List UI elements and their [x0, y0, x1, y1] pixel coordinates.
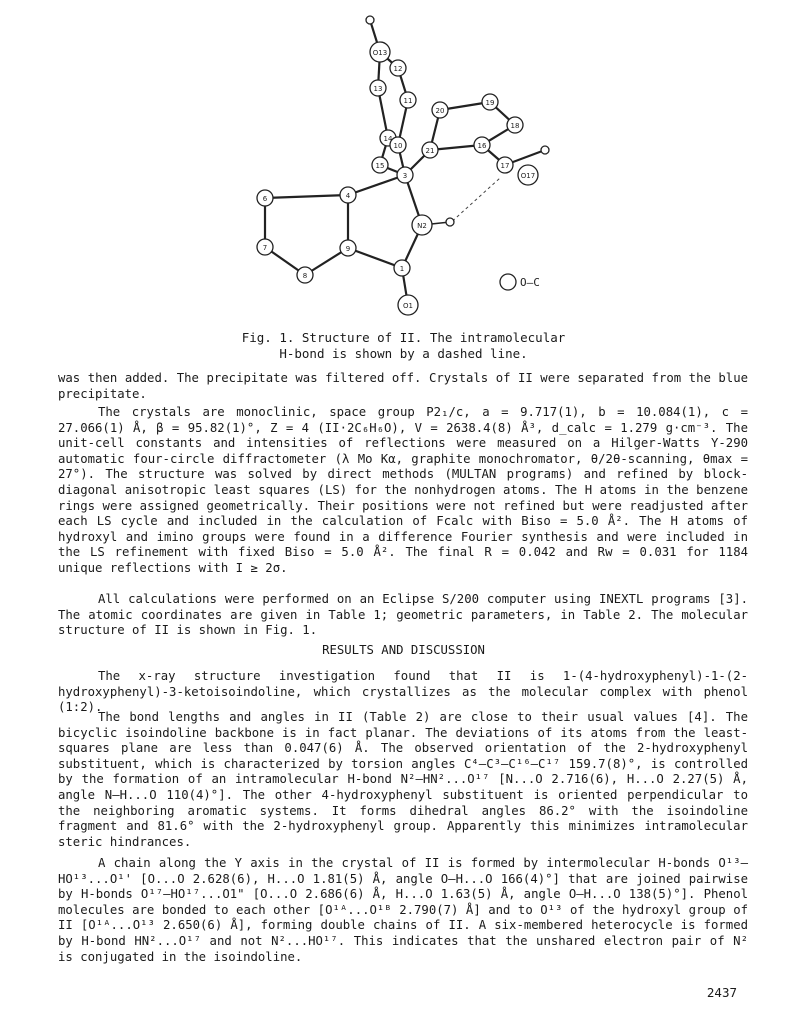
atom-o17: O17 — [520, 172, 536, 180]
atom-7: 7 — [262, 244, 268, 252]
atom-18: 18 — [510, 122, 520, 130]
atom-n2: N2 — [417, 222, 427, 230]
atom-6: 6 — [262, 195, 268, 203]
figure-caption-line-2: H-bond is shown by a dashed line. — [279, 346, 528, 361]
paragraph-0: was then added. The precipitate was filtered off. Crystals of II were separated from the blue precipitate. — [58, 371, 748, 401]
atom-1: 1 — [399, 265, 405, 273]
atom-10: 10 — [393, 142, 403, 150]
atom-15: 15 — [375, 162, 385, 170]
atom-9: 9 — [345, 245, 351, 253]
atom-19: 19 — [485, 99, 495, 107]
paragraph-4: The bond lengths and angles in II (Table 2) are close to their usual values [4]. The bicyclic isoindoline backbone is in fact planar. The deviations of its atoms from the least-squares plane are less than 0.047(6) Å. The observed orientation of the 2-hydroxyphenyl substituent, which is characterized by torsion angles C⁴–C³–C¹⁶–C¹⁷ 159.7(8)°, is controlled by the formation of an intramolecular H-bond N²–HN²...O¹⁷ [N...O 2.716(6), H...O 2.27(5) Å, angle N–H...O 110(4)°]. The other 4-hydroxyphenyl substituent is oriented perpendicular to the neighboring aromatic systems. It forms dihedral angles 86.2° with the isoindoline fragment and 81.6° with the 2-hydroxyphenyl group. Apparently this minimizes intramolecular steric hindrances. — [58, 710, 748, 849]
molecular-structure-figure — [230, 10, 590, 320]
atom-11: 11 — [403, 97, 413, 105]
atom-3: 3 — [402, 172, 408, 180]
paragraph-2: All calculations were performed on an Eclipse S/200 computer using INEXTL programs [3]. The atomic coordinates are given in Table 1; geometric parameters, in Table 2. The molecular structure of II is shown in Fig. 1. — [58, 592, 748, 638]
atom-4: 4 — [345, 192, 351, 200]
atom-17: 17 — [500, 162, 510, 170]
atom-14: 14 — [383, 135, 393, 143]
atom-20: 20 — [435, 107, 445, 115]
paragraph-5: A chain along the Y axis in the crystal of II is formed by intermolecular H-bonds O¹³–HO¹³...O¹' [O...O 2.628(6), H...O 1.81(5) Å, angle O–H...O 166(4)°] that are joined pairwise by H-bonds O¹⁷–HO¹⁷...O1" [O...O 2.686(6) Å, H...O 1.63(5) Å, angle O–H...O 138(5)°]. Phenol molecules are bonded to each other [O¹ᴬ...O¹ᴮ 2.790(7) Å] and to O¹³ of the hydroxyl group of II [O¹ᴬ...O¹³ 2.650(6) Å], forming double chains of II. A six-membered heterocycle is formed by H-bond HN²...O¹⁷ and not N²...HO¹⁷. This indicates that the unshared electron pair of N² is conjugated in the isoindoline. — [58, 856, 748, 964]
paragraph-3: The x-ray structure investigation found that II is 1-(4-hydroxyphenyl)-1-(2-hydroxyphenyl)-3-ketoisoindoline, which crystallizes as the molecular complex with phenol (1:2). — [58, 669, 748, 715]
atom-o1: O1 — [403, 302, 413, 310]
figure-caption-line-1: Fig. 1. Structure of II. The intramolecular — [241, 330, 566, 345]
atom-21: 21 — [425, 147, 435, 155]
atom-13: 13 — [373, 85, 383, 93]
atom-16: 16 — [477, 142, 487, 150]
paragraph-1: The crystals are monoclinic, space group P2₁/c, a = 9.717(1), b = 10.084(1), c = 27.066(1) Å, β = 95.82(1)°, Z = 4 (II·2C₆H₆O), V = 2638.4(8) Å³, d_calc = 1.279 g·cm⁻³. The unit-cell constants and intensities of reflections were measured on a Hilger-Watts Y-290 automatic four-circle diffractometer (λ Mo Kα, graphite monochromator, θ/2θ-scanning, θmax = 27°). The structure was solved by direct methods (MULTAN programs) and refined by block-diagonal anisotropic least squares (LS) for the nonhydrogen atoms. The H atoms in the benzene rings were assigned geometrically. Their positions were not refined but were readjusted after each LS cycle and included in the calculation of Fcalc with Biso = 5.0 Å². The H atoms of hydroxyl and imino groups were found in a difference Fourier synthesis and were included in the LS refinement with fixed Biso = 5.0 Å². The final R = 0.042 and Rw = 0.031 for 1184 unique reflections with I ≥ 2σ. — [58, 405, 748, 575]
atom-12: 12 — [393, 65, 403, 73]
atom-o13: O13 — [372, 49, 388, 57]
figure-legend: O–C — [520, 276, 540, 289]
section-heading: RESULTS AND DISCUSSION — [322, 643, 485, 657]
page-number: 2437 — [706, 985, 737, 1000]
atom-8: 8 — [302, 272, 308, 280]
